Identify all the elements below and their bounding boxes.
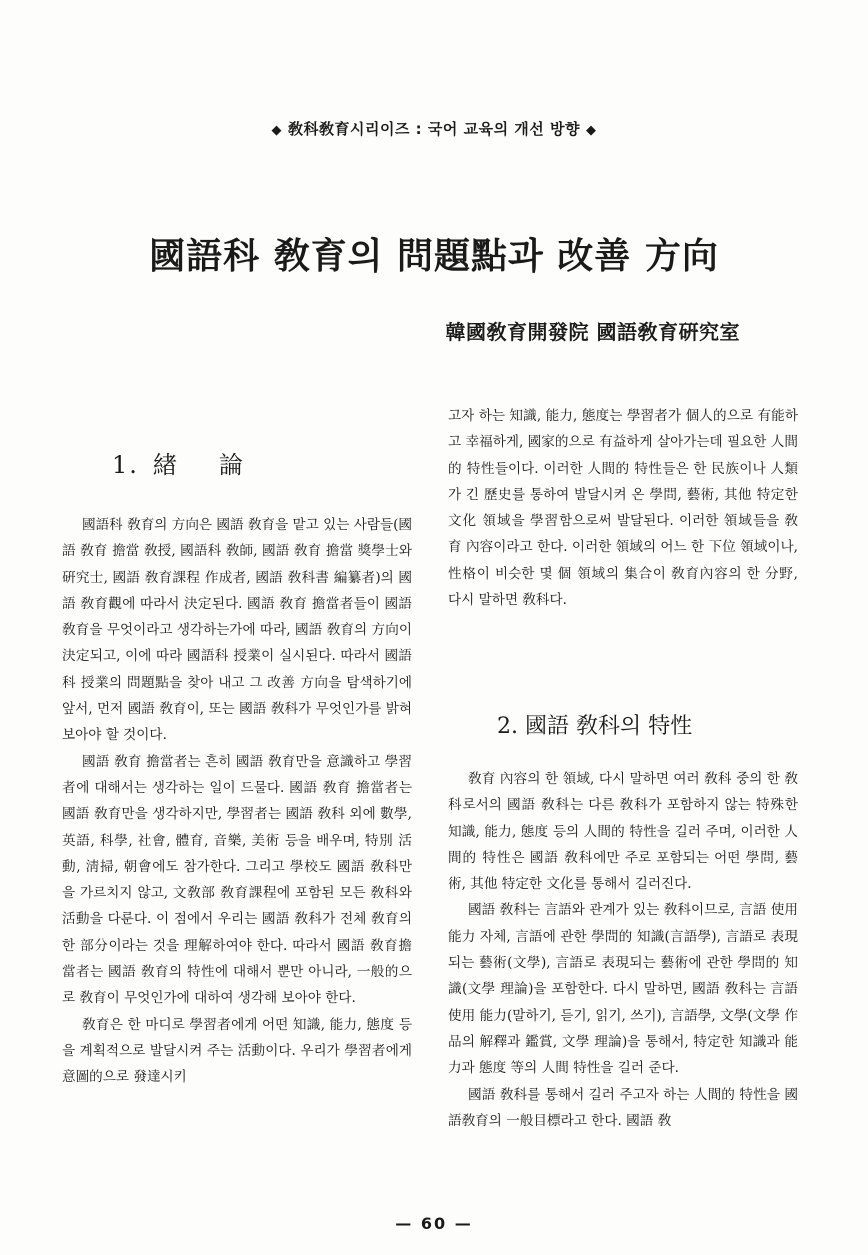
article-title: 國語科 敎育의 問題點과 改善 方向 [149, 235, 719, 277]
paragraph: 敎育 內容의 한 領域, 다시 말하면 여러 敎科 중의 한 敎科로서의 國語 敎科는 다른 敎科가 포함하지 않는 特殊한 知識, 能力, 態度 등의 人間的 特性을 길러 주며, 이러한 人間的 特性은 國語 敎科에만 주로 포함되는 어떤 學問, 藝術, 其他 特定한 文化를 통해서 길러진다. [448, 771, 798, 893]
paragraph: 國語 敎育 擔當者는 흔히 國語 敎育만을 意識하고 學習者에 대해서는 생각하는 일이 드물다. 國語 敎育 擔當者는 國語 敎育만을 생각하지만, 學習者는 國語 敎科 외에 數學, 英語, 科學, 社會, 體育, 音樂, 美術 등을 배우며, 特別 活動, 淸掃, 朝會에도 참가한다. 그리고 學校도 國語 敎科만을 가르치지 않고, 文敎部 敎育課程에 포함된 모든 敎科와 活動을 다룬다. 이 점에서 우리는 國語 敎科가 전체 敎育의 한 部分이라는 것을 理解하여야 한다. 따라서 國語 敎育擔當者는 國語 敎育의 特性에 대해서 뿐만 아니라, 一般的으로 敎育이 무엇인가에 대하여 생각해 보아야 한다. [62, 753, 412, 1007]
series-header [0, 118, 868, 139]
right-column-top [448, 403, 798, 613]
paragraph: 고자 하는 知識, 能力, 態度는 學習者가 個人的으로 有能하고 幸福하게, 國家的으로 有益하게 살아가는데 필요한 人間的 特性들이다. 이러한 人間的 特性들은 한 民族이나 人類가 긴 歷史를 통하여 발달시켜 온 學問, 藝術, 其他 特定한 文化 領域을 學習함으로써 발달된다. 이러한 領域들을 敎育 內容이라고 한다. 이러한 領域의 어느 한 下位 領域이나, 性格이 비슷한 몇 個 領域의 集合이 敎育內容의 한 分野, 다시 말하면 敎科다. [448, 408, 798, 609]
series-title: 敎科敎育시리이즈 : 국어 교육의 개선 방향 [288, 120, 580, 138]
section1-title-a: 緖 [152, 451, 179, 479]
right-column-bottom [448, 766, 798, 1134]
section2-heading: 2. 國語 敎科의 特性 [497, 714, 693, 739]
left-column [62, 512, 412, 1091]
paragraph: 國語 敎科는 言語와 관계가 있는 敎科이므로, 言語 使用 能力 자체, 言語에 관한 學問的 知識(言語學), 言語로 表現되는 藝術(文學), 言語로 表現되는 藝術에 관한 學問的 知識(文學 理論)을 포함한다. 다시 말하면, 國語 敎科는 言語 使用 能力(말하기, 듣기, 읽기, 쓰기), 言語學, 文學(文學 作品의 解釋과 鑑賞, 文學 理論)을 통해서, 特定한 知識과 能力과 態度 等의 人間 特性을 길러 준다. [448, 902, 798, 1077]
page-number: — 60 — [395, 1214, 473, 1233]
paragraph: 國語科 敎育의 方向은 國語 敎育을 맡고 있는 사람들(國語 敎育 擔當 敎授, 國語科 敎師, 國語 敎育 擔當 獎學士와 硏究士, 國語 敎育課程 作成者, 國語 敎科書 編纂者)의 國語 敎育觀에 따라서 決定된다. 國語 敎育 擔當者들이 國語 敎育을 무엇이라고 생각하는가에 따라, 國語 敎育의 方向이 決定되고, 이에 따라 國語科 授業이 실시된다. 따라서 國語科 授業의 問題點을 찾아 내고 그 改善 方向을 탐색하기에 앞서, 먼저 國語 敎育이, 또는 國語 敎科가 무엇인가를 밝혀 보아야 할 것이다. [62, 517, 412, 744]
paragraph: 國語 敎科를 통해서 길러 주고자 하는 人間的 特性을 國語敎育의 一般目標라고 한다. 國語 敎 [448, 1086, 798, 1129]
section1-number: 1. [112, 451, 139, 479]
paragraph: 敎育은 한 마디로 學習者에게 어떤 知識, 能力, 態度 등을 계획적으로 발달시켜 주는 活動이다. 우리가 學習者에게 意圖的으로 發達시키 [62, 1016, 412, 1086]
diamond-icon: ◆ [271, 123, 282, 138]
section1-title-b: 論 [218, 451, 245, 479]
diamond-icon: ◆ [585, 123, 597, 138]
article-author: 韓國敎育開發院 國語敎育硏究室 [445, 320, 740, 344]
section1-heading [112, 445, 245, 480]
